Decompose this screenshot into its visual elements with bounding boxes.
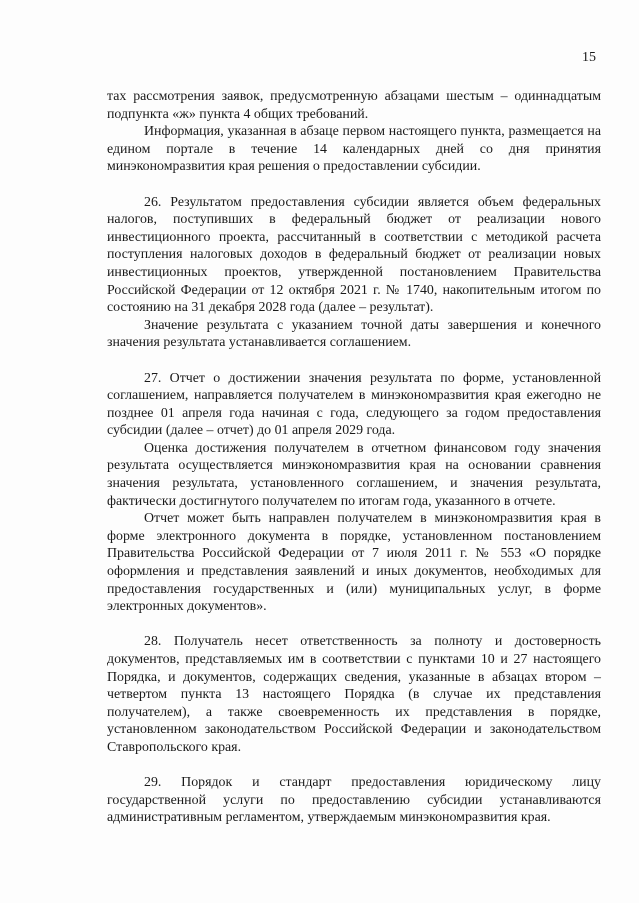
paragraph: Оценка достижения получателем в отчетном финансовом году значения результата осуществляется минэкономразвития края на основании сравнения значения результата, установленного соглашением, и значения результата, фактически достигнутого получателем по итогам года, указанного в отчете. [107,440,601,509]
page-number: 15 [582,50,596,65]
paragraph: Информация, указанная в абзаце первом настоящего пункта, размещается на едином портале в течение 14 календарных дней со дня принятия минэкономразвития края решения о предоставлении субсидии. [107,124,601,175]
paragraph: Отчет может быть направлен получателем в минэкономразвития края в форме электронного документа в порядке, установленном постановлением Правительства Российской Федерации от 7 июля 2011 г. № 553 «О порядке оформления и представления заявлений и иных документов, необходимых для предоставления государственных и (или) муниципальных услуг, в форме электронных документов». [107,511,601,615]
paragraph: 26. Результатом предоставления субсидии является объем федеральных налогов, поступивших в федеральный бюджет от реализации нового инвестиционного проекта, рассчитанный в соответствии с методикой расчета поступления налоговых доходов в федеральный бюджет от реализации новых инвестиционных проектов, утвержденной постановлением Правительства Российской Федерации от 12 октября 2021 г. № 1740, накопительным итогом по состоянию на 31 декабря 2028 года (далее – результат). [107,194,601,316]
paragraph: 29. Порядок и стандарт предоставления юридическому лицу государственной услуги по предоставлению субсидии устанавливаются административным регламентом, утверждаемым минэкономразвития края. [107,775,601,826]
document-body [107,88,601,827]
paragraph: тах рассмотрения заявок, предусмотренную абзацами шестым – одиннадцатым подпункта «ж» пункта 4 общих требований. [107,89,601,122]
paragraph: 28. Получатель несет ответственность за полноту и достоверность документов, представляемых им в соответствии с пунктами 10 и 27 настоящего Порядка, и документов, содержащих сведения, указанные в абзацах втором – четвертом пункта 13 настоящего Порядка (в случае их представления получателем), а также своевременность их представления в порядке, установленном законодательством Российской Федерации и законодательством Ставропольского края. [107,634,601,755]
paragraph: Значение результата с указанием точной даты завершения и конечного значения результата устанавливается соглашением. [107,317,601,351]
paragraph: 27. Отчет о достижении значения результата по форме, установленной соглашением, направляется получателем в минэкономразвития края ежегодно не позднее 01 апреля года начиная с года, следующего за годом предоставления субсидии (далее – отчет) до 01 апреля 2029 года. [107,370,601,439]
